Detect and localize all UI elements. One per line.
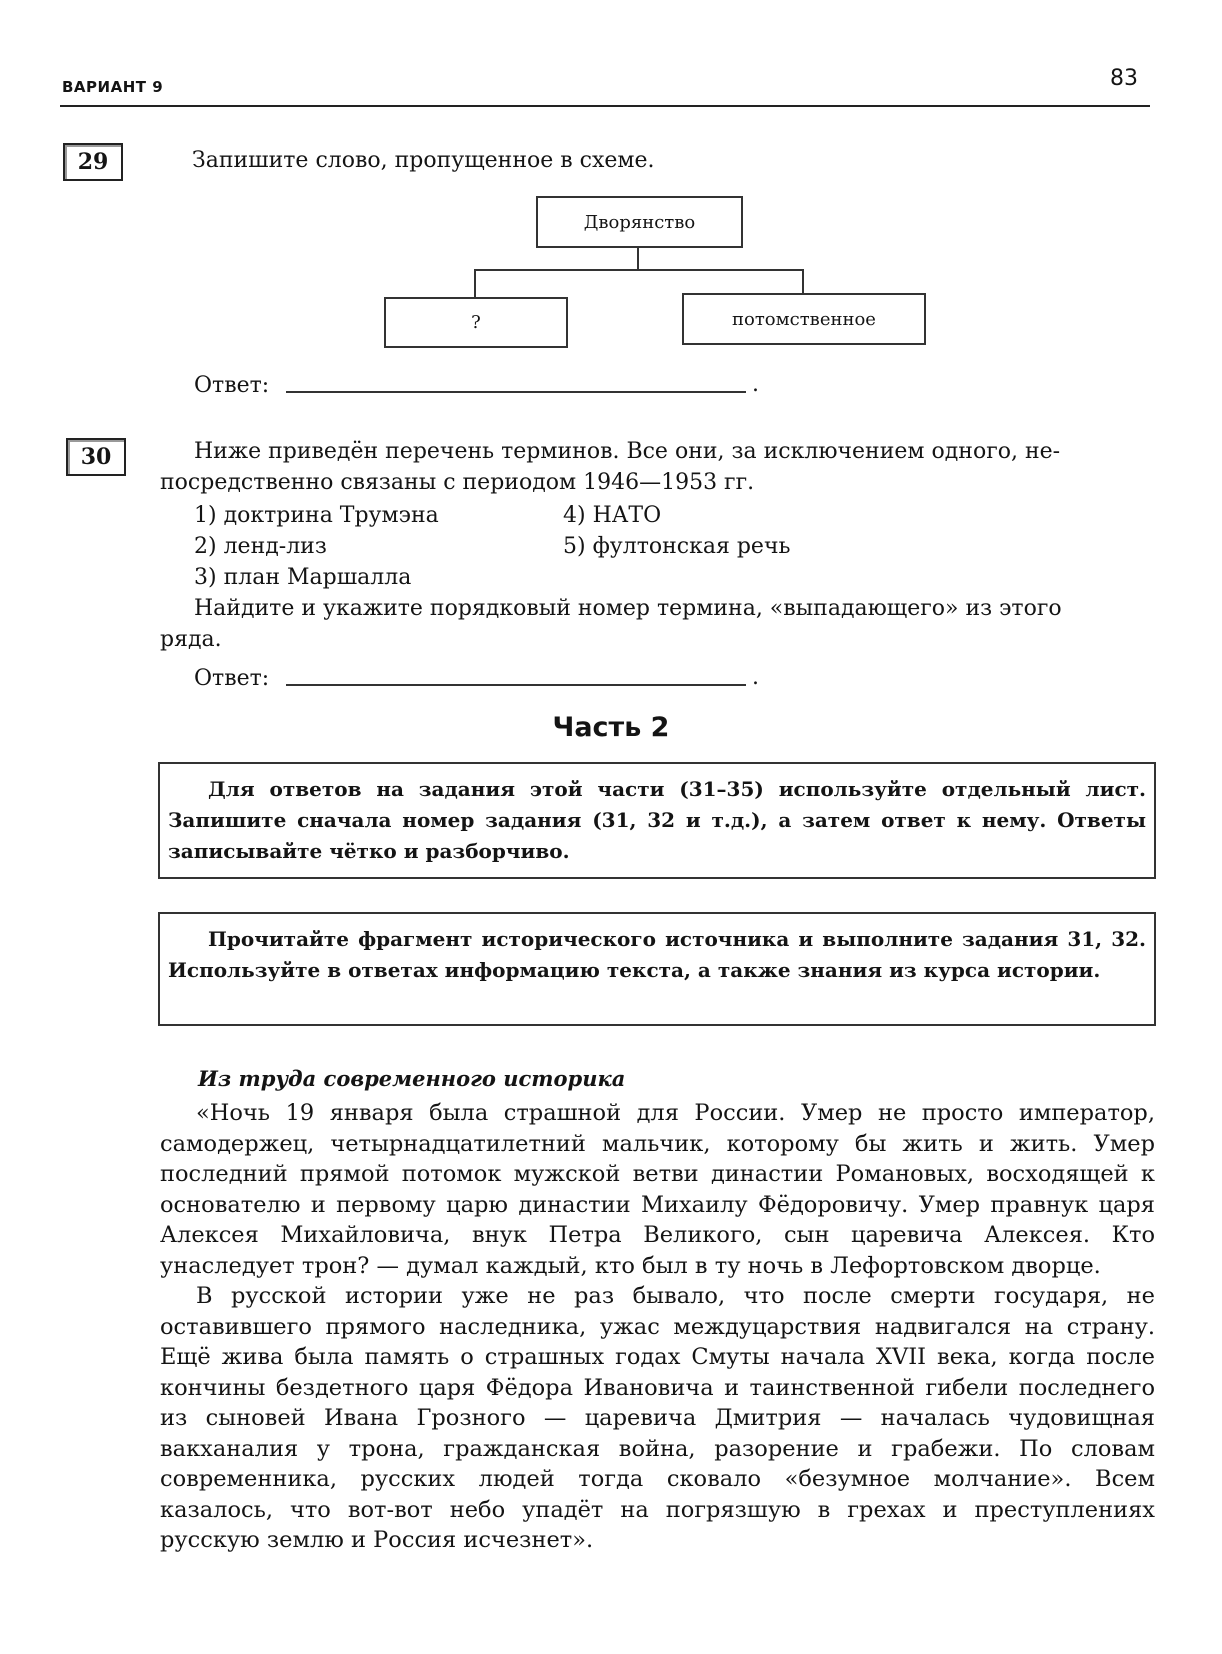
q30-answer-field[interactable] (286, 684, 746, 686)
q29-answer-field[interactable] (286, 391, 746, 393)
q30-prompt-line1: Ниже приведён перечень терминов. Все они, за исключением одного, не- (194, 439, 1061, 464)
term-item: 5) фултонская речь (563, 534, 791, 559)
term-item: 3) план Маршалла (194, 565, 412, 590)
q29-prompt: Запишите слово, пропущенное в схеме. (192, 148, 655, 173)
source-title: Из труда современного историка (198, 1066, 626, 1091)
section-title: Часть 2 (552, 712, 670, 743)
variant-label: ВАРИАНТ 9 (62, 78, 164, 96)
q30-prompt-line2: посредственно связаны с периодом 1946—1953 гг. (160, 470, 755, 495)
q30-instruction-line2: ряда. (160, 627, 222, 652)
source-passage (160, 1098, 1155, 1556)
scheme-connector (637, 246, 639, 270)
task-number-30: 30 (66, 438, 126, 476)
source-instructions: Прочитайте фрагмент исторического источника и выполните задания 31, 32. Используйте в ответах информацию текста, а также знания из курса истории. (168, 927, 1146, 982)
term-item: 2) ленд-лиз (194, 534, 327, 559)
scheme-connector (802, 269, 804, 293)
scheme-missing-box: ? (384, 297, 568, 348)
part2-instructions: Для ответов на задания этой части (31–35) используйте отдельный лист. Запишите сначала номер задания (31, 32 и т.д.), а затем ответ к нему. Ответы записывайте чётко и разборчиво. (168, 777, 1146, 863)
term-item: 1) доктрина Трумэна (194, 503, 439, 528)
task-number-29: 29 (63, 143, 123, 181)
q30-answer-label: Ответ: (194, 666, 270, 691)
q30-instruction-line1: Найдите и укажите порядковый номер термина, «выпадающего» из этого (194, 596, 1062, 621)
passage-paragraph: В русской истории уже не раз бывало, что после смерти государя, не оставившего прямого наследника, ужас междуцарствия надвигался на страну. Ещё жива была память о страшных годах Смуты начала XVII века, когда после кончины бездетного царя Фёдора Ивановича и таинственной гибели последнего из сыновей Ивана Грозного — царевича Дмитрия — началась чудовищная вакханалия у трона, гражданская война, разорение и грабежи. По словам современника, русских людей тогда сковало «безумное молчание». Всем казалось, что вот-вот небо упадёт на погрязшую в грехах и преступлениях русскую землю и Россия исчезнет». (160, 1283, 1155, 1553)
passage-paragraph: «Ночь 19 января была страшной для России. Умер не просто император, самодержец, четырнадцатилетний мальчик, которому бы жить и жить. Умер последний прямой потомок мужской ветви династии Романовых, восходящей к основателю и первому царю династии Михаилу Фёдоровичу. Умер правнук царя Алексея Михайловича, внук Петра Великого, сын царевича Алексея. Кто унаследует трон? — думал каждый, кто был в ту ночь в Лефортовском дворце. (160, 1100, 1155, 1279)
q29-answer-label: Ответ: (194, 373, 270, 398)
source-instructions-box (158, 912, 1156, 1026)
scheme-top-box: Дворянство (536, 196, 743, 248)
header-divider (60, 105, 1150, 107)
scheme-connector (474, 269, 476, 297)
page-number: 83 (1110, 66, 1138, 91)
part2-instructions-box (158, 762, 1156, 879)
scheme-right-box: потомственное (682, 293, 926, 345)
term-item: 4) НАТО (563, 503, 662, 528)
scheme-connector (474, 269, 804, 271)
